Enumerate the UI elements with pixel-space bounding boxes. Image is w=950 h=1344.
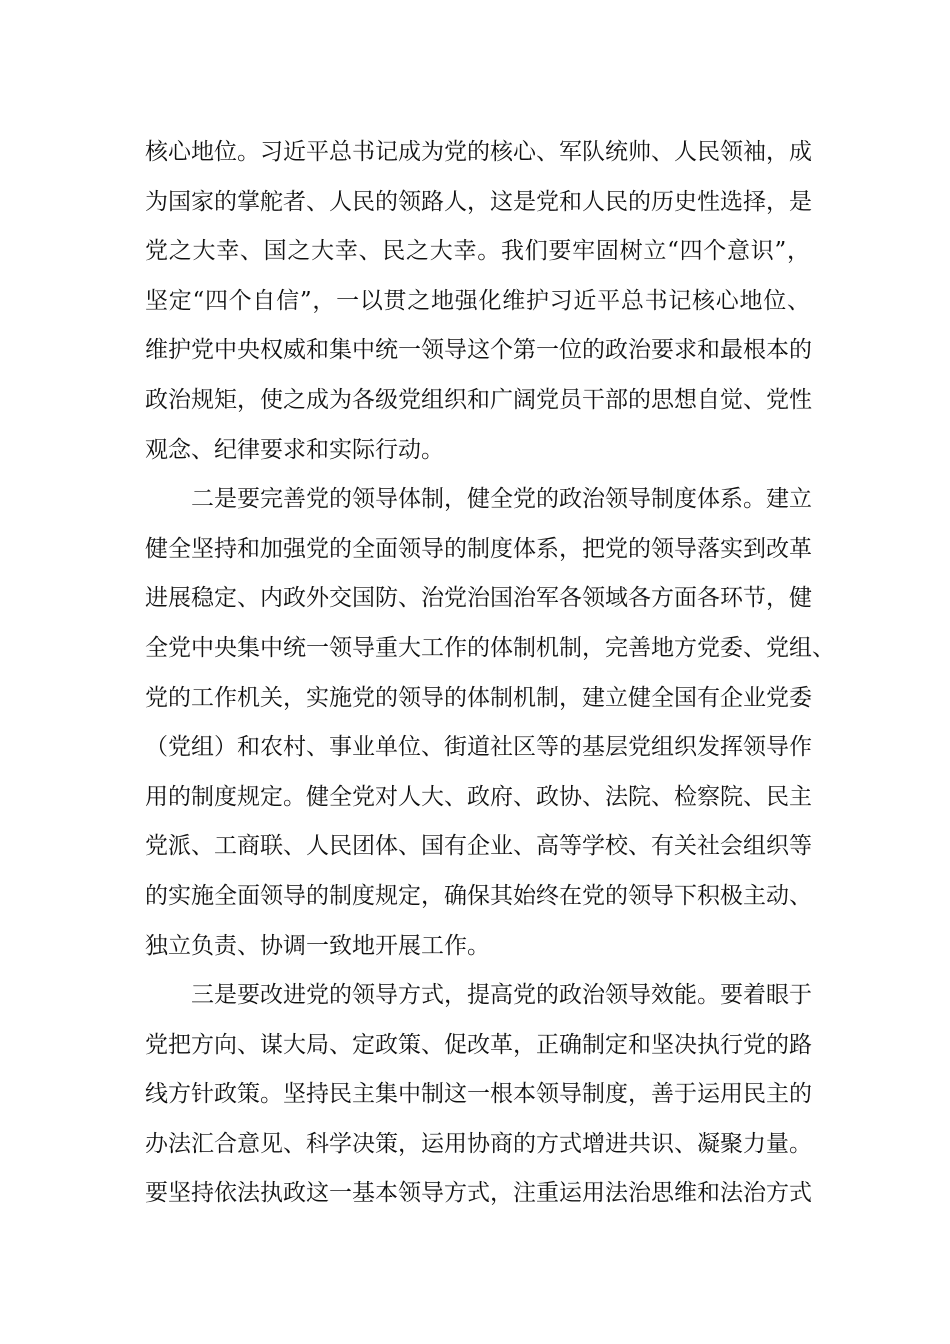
text-line: 三是要改进党的领导方式，提高党的政治领导效能。要着眼于 (191, 982, 812, 1009)
text-line: 全党中央集中统一领导重大工作的体制机制，完善地方党委、党组、 (145, 634, 835, 661)
text-line: 党之大幸、国之大幸、民之大幸。我们要牢固树立“四个意识”， (145, 238, 810, 265)
text-line: 坚定“四个自信”，一以贯之地强化维护习近平总书记核心地位、 (145, 287, 810, 314)
text-line: 要坚持依法执政这一基本领导方式，注重运用法治思维和法治方式 (145, 1180, 812, 1207)
text-line: 的实施全面领导的制度规定，确保其始终在党的领导下积极主动、 (145, 882, 812, 909)
text-line: 党派、工商联、人民团体、国有企业、高等学校、有关社会组织等 (145, 833, 812, 860)
text-line: 党把方向、谋大局、定政策、促改革，正确制定和坚决执行党的路 (145, 1031, 812, 1058)
text-line: 办法汇合意见、科学决策，运用协商的方式增进共识、凝聚力量。 (145, 1130, 812, 1157)
text-line: 用的制度规定。健全党对人大、政府、政协、法院、检察院、民主 (145, 783, 812, 810)
text-line: 党的工作机关，实施党的领导的体制机制，建立健全国有企业党委 (145, 684, 812, 711)
text-line: 独立负责、协调一致地开展工作。 (145, 932, 490, 959)
text-line: 核心地位。习近平总书记成为党的核心、军队统帅、人民领袖，成 (145, 139, 812, 165)
text-line: 线方针政策。坚持民主集中制这一根本领导制度，善于运用民主的 (145, 1081, 812, 1108)
text-line: 观念、纪律要求和实际行动。 (145, 436, 444, 463)
text-line: 二是要完善党的领导体制，健全党的政治领导制度体系。建立 (191, 486, 812, 513)
text-line: 健全坚持和加强党的全面领导的制度体系，把党的领导落实到改革 (145, 535, 812, 562)
text-line: 维护党中央权威和集中统一领导这个第一位的政治要求和最根本的 (145, 337, 812, 364)
text-line: 政治规矩，使之成为各级党组织和广阔党员干部的思想自觉、党性 (145, 386, 812, 413)
text-line: 进展稳定、内政外交国防、治党治国治军各领域各方面各环节，健 (145, 585, 812, 612)
text-line: 为国家的掌舵者、人民的领路人，这是党和人民的历史性选择，是 (145, 188, 812, 215)
body-text (145, 128, 835, 1219)
text-line: （党组）和农村、事业单位、街道社区等的基层党组织发挥领导作 (145, 734, 812, 761)
